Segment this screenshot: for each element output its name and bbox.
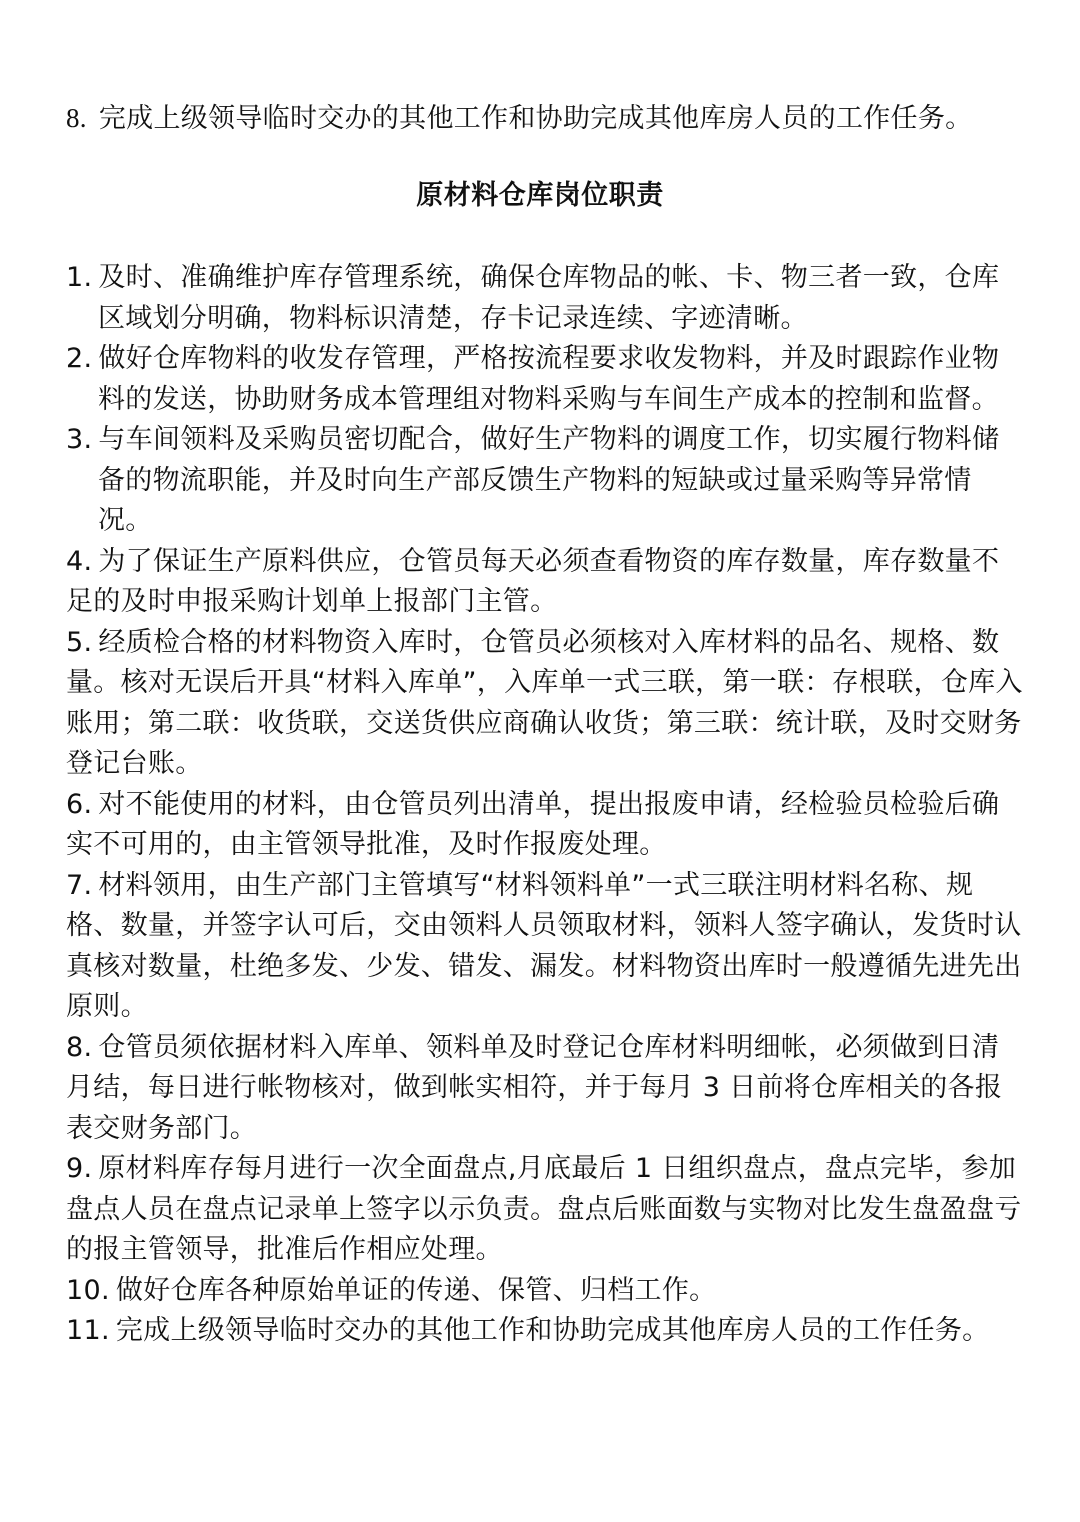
list-item	[66, 542, 1026, 623]
carryover-list-item	[66, 98, 1026, 139]
list-item-text: 完成上级领导临时交办的其他工作和协助完成其他库房人员的工作任务。	[98, 103, 973, 134]
list-item-number: 4.	[66, 545, 93, 577]
list-item-text: 材料领用，由生产部门主管填写“材料领料单”一式三联注明材料名称、规格、数量，并签字认可后，交由领料人员领取材料，领料人签字确认，发货时认真核对数量，杜绝多发、少发、错发、漏发。材料物资出库时一般遵循先进先出原则。	[66, 869, 1022, 1022]
list-item	[66, 1311, 1026, 1352]
list-item-text: 做好仓库物料的收发存管理，严格按流程要求收发物料，并及时跟踪作业物料的发送，协助财务成本管理组对物料采购与车间生产成本的控制和监督。	[98, 343, 1000, 415]
list-item-number: 5.	[66, 626, 93, 658]
list-item-text: 仓管员须依据材料入库单、领料单及时登记仓库材料明细帐，必须做到日清月结，每日进行帐物核对，做到帐实相符，并于每月 3 日前将仓库相关的各报表交财务部门。	[66, 1031, 1003, 1144]
list-item-number: 2.	[66, 343, 93, 374]
list-item-text: 为了保证生产原料供应，仓管员每天必须查看物资的库存数量，库存数量不足的及时申报采购计划单上报部门主管。	[66, 545, 1000, 617]
list-item	[66, 785, 1026, 866]
list-item	[66, 339, 1026, 420]
list-item-number: 1.	[66, 262, 93, 293]
list-item	[66, 1149, 1026, 1271]
list-item-number: 7.	[66, 869, 93, 901]
list-item	[66, 623, 1026, 785]
list-item	[66, 866, 1026, 1028]
section-title: 原材料仓库岗位职责	[416, 180, 664, 211]
list-item-text: 经质检合格的材料物资入库时，仓管员必须核对入库材料的品名、规格、数量。核对无误后开具“材料入库单”，入库单一式三联，第一联：存根联，仓库入账用；第二联：收货联，交送货供应商确认收货；第三联：统计联，及时交财务登记台账。	[66, 626, 1023, 779]
list-item-number: 11.	[66, 1315, 110, 1346]
list-item-number: 6.	[66, 788, 93, 820]
list-item-number: 8.	[66, 1031, 93, 1063]
list-item	[66, 1271, 1026, 1312]
list-item-text: 对不能使用的材料，由仓管员列出清单，提出报废申请，经检验员检验后确实不可用的，由主管领导批准，及时作报废处理。	[66, 788, 1000, 860]
list-item-text: 与车间领料及采购员密切配合，做好生产物料的调度工作，切实履行物料储备的物流职能，并及时向生产部反馈生产物料的短缺或过量采购等异常情况。	[98, 424, 1000, 536]
list-item-number: 8.	[66, 103, 87, 133]
list-item-text: 完成上级领导临时交办的其他工作和协助完成其他库房人员的工作任务。	[115, 1315, 990, 1346]
list-item-text: 及时、准确维护库存管理系统，确保仓库物品的帐、卡、物三者一致，仓库区域划分明确，物料标识清楚，存卡记录连续、字迹清晰。	[98, 262, 1000, 334]
list-item	[66, 258, 1026, 339]
list-item-number: 9.	[66, 1153, 93, 1184]
list-item-number: 3.	[66, 424, 93, 455]
duty-list	[66, 258, 1026, 1352]
list-item	[66, 420, 1026, 542]
list-item-number: 10.	[66, 1274, 110, 1306]
list-item-text: 做好仓库各种原始单证的传递、保管、归档工作。	[115, 1274, 717, 1306]
list-item	[66, 1028, 1026, 1150]
list-item-text: 原材料库存每月进行一次全面盘点,月底最后 1 日组织盘点，盘点完毕，参加盘点人员在盘点记录单上签字以示负责。盘点后账面数与实物对比发生盘盈盘亏的报主管领导，批准后作相应处理。	[66, 1153, 1022, 1265]
